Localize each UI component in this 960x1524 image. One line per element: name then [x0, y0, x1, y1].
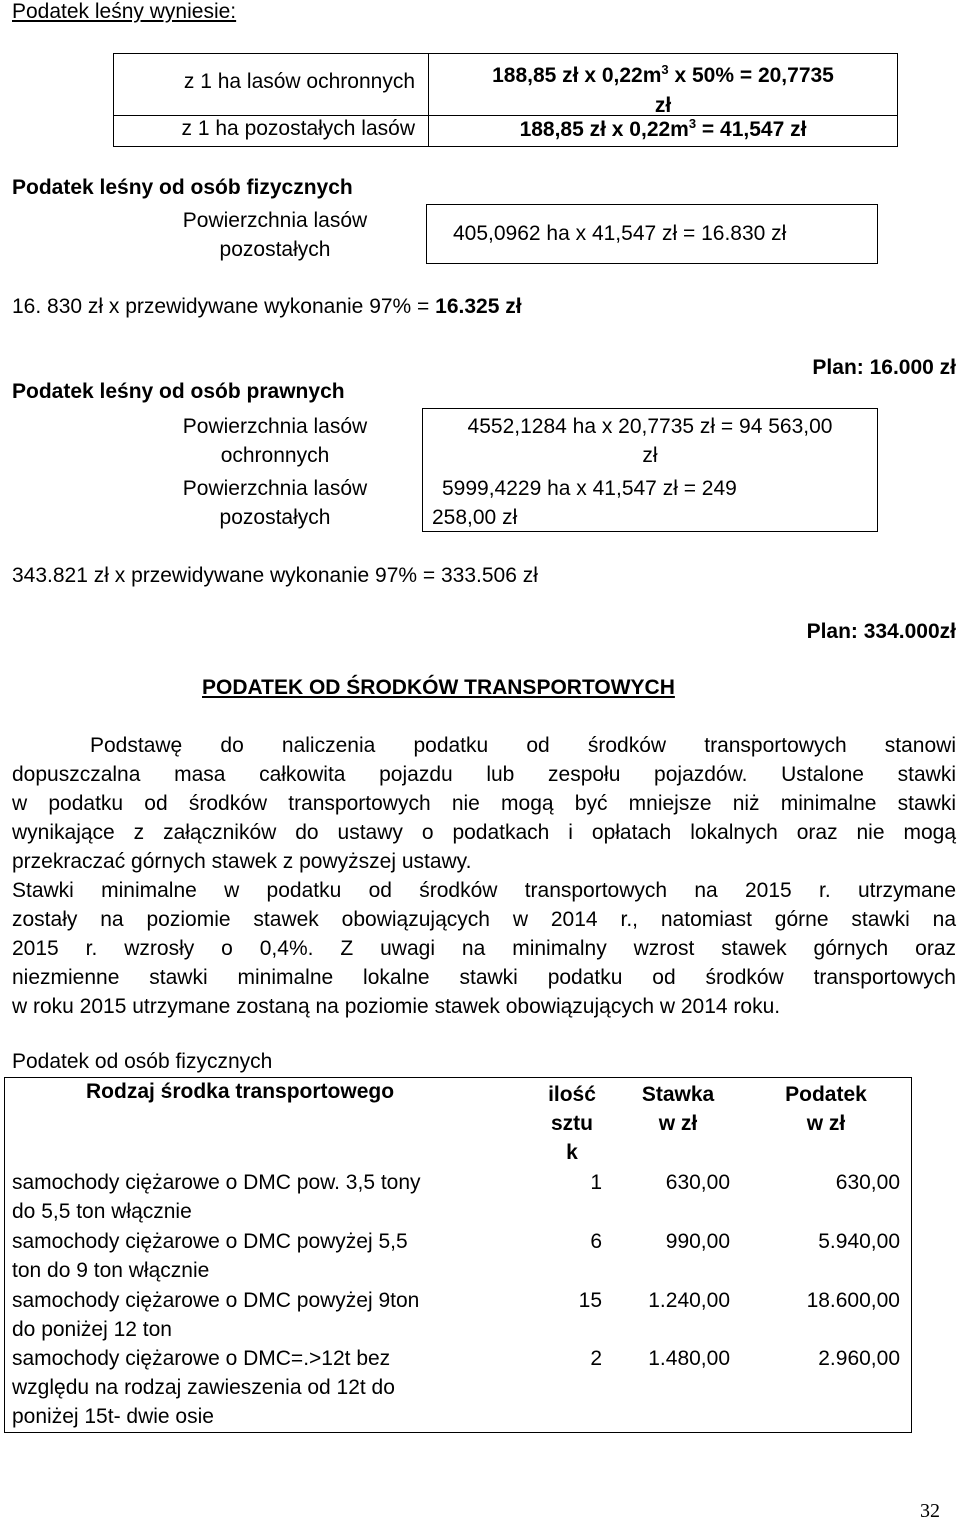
table-cell-tax: 2.960,00: [818, 1347, 900, 1370]
table-row: samochody ciężarowe o DMC powyżej 5,5 ton do 9 ton włącznie: [12, 1230, 408, 1282]
table-cell-rate: 990,00: [665, 1230, 730, 1253]
natural-area-value: 405,0962 ha x 41,547 zł = 16.830 zł: [453, 222, 787, 245]
legal-calc: 343.821 zł x przewidywane wykonanie 97% = 333.506 zł: [12, 564, 538, 587]
table-cell-qty: 2: [590, 1347, 602, 1370]
table-cell-rate: 1.240,00: [648, 1289, 730, 1312]
col-header-tax: Podatek w zł: [785, 1083, 867, 1135]
col-header-rate: Stawka w zł: [641, 1083, 715, 1135]
legal-row1-label: Powierzchnia lasów ochronnych: [182, 415, 368, 467]
natural-area-label: Powierzchnia lasów pozostałych: [182, 209, 368, 261]
legal-plan: Plan: 334.000zł: [806, 620, 956, 643]
table-cell-qty: 15: [578, 1289, 602, 1312]
legal-row2-label: Powierzchnia lasów pozostałych: [182, 477, 368, 529]
transport-paragraph: Podstawę do naliczenia podatku od środków transportowych stanowi dopuszczalna masa całkowita pojazdu lub zespołu pojazdów. Ustalone stawki w podatku od środków transportowych nie mogą być mniejsze niż minimalne stawki wynikające z załączników do ustawy o podatkach i opłatach lokalnych oraz nie mogą przekraczać górnych stawek z powyższej ustawy. Stawki minimalne w podatku od środków transportowych na 2015 r. utrzymane zostały na poziomie stawek obowiązujących w 2014 r., natomiast górne stawki na 2015 r. wzrosły o 0,4%. Z uwagi na minimalny wzrost stawek górnych oraz niezmienne stawki minimalne lokalne stawki podatku od środków transportowych w roku 2015 utrzymane zostaną na poziomie stawek obowiązujących w 2014 roku.: [12, 734, 956, 1018]
col-header-type: Rodzaj środka transportowego: [86, 1080, 395, 1103]
legal-row2-value: 5999,4229 ha x 41,547 zł = 249 258,00 zł: [432, 477, 737, 529]
table-cell-rate: 630,00: [665, 1171, 730, 1194]
table-cell-qty: 6: [590, 1230, 602, 1253]
rate-value-other: 188,85 zł x $0,22m^3 = 41,547$ zł: [519, 116, 807, 141]
table-cell-tax: 5.940,00: [818, 1230, 900, 1253]
table-cell-tax: 18.600,00: [806, 1289, 900, 1312]
rate-label-other: z 1 ha pozostałych lasów: [181, 117, 415, 140]
transport-title: PODATEK OD ŚRODKÓW TRANSPORTOWYCH: [202, 676, 675, 699]
rate-value-protective: 188,85 zł x $0,22m^3$ x 50% = 20,7735 zł: [492, 62, 834, 117]
natural-persons-heading: Podatek leśny od osób fizycznych: [12, 176, 353, 199]
table-row: samochody ciężarowe o DMC=.>12t bez względu na rodzaj zawieszenia od 12t do poniżej 15t- dwie osie: [12, 1347, 395, 1428]
transport-table-heading: Podatek od osób fizycznych: [12, 1050, 273, 1073]
table-row: samochody ciężarowe o DMC pow. 3,5 tony do 5,5 ton włącznie: [12, 1171, 421, 1223]
rate-label-protective: z 1 ha lasów ochronnych: [183, 70, 415, 93]
natural-plan: Plan: 16.000 zł: [812, 356, 956, 379]
natural-calc: 16. 830 zł x przewidywane wykonanie 97% = 16.325 zł: [12, 295, 522, 318]
table-cell-tax: 630,00: [835, 1171, 900, 1194]
table-cell-rate: 1.480,00: [648, 1347, 730, 1370]
legal-row1-value: 4552,1284 ha x 20,7735 zł = 94 563,00 zł: [467, 415, 833, 467]
col-header-qty: ilość sztu k: [548, 1083, 596, 1164]
legal-persons-heading: Podatek leśny od osób prawnych: [12, 380, 345, 403]
forest-tax-heading: Podatek leśny wyniesie:: [12, 0, 237, 23]
page-number: 32: [920, 1500, 940, 1522]
table-row: samochody ciężarowe o DMC powyżej 9ton do poniżej 12 ton: [12, 1289, 420, 1341]
table-cell-qty: 1: [590, 1171, 602, 1194]
